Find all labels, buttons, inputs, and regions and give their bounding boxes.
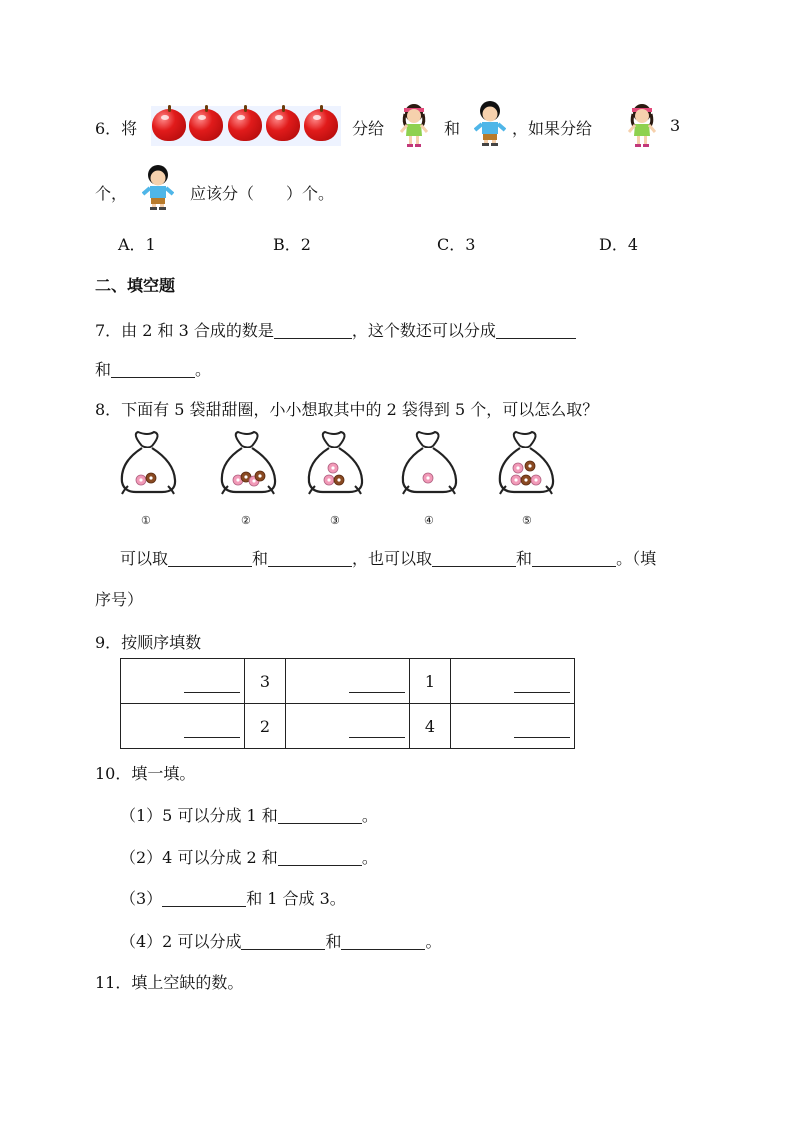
- girl-icon: [628, 102, 656, 150]
- q11-text: 11．填上空缺的数。: [95, 973, 244, 992]
- seq-blank[interactable]: [184, 666, 240, 693]
- q10-sub-1: [120, 803, 378, 826]
- sequence-table: [120, 658, 575, 749]
- table-cell: [451, 704, 575, 749]
- apples-group: [151, 106, 341, 146]
- boy-icon: [142, 163, 174, 213]
- q6-text-3: 和: [444, 119, 461, 138]
- q7-blank-2[interactable]: [496, 322, 576, 339]
- q6-line2-a: 个，: [95, 184, 128, 203]
- q8-blank-4[interactable]: [532, 550, 616, 567]
- table-cell: 2: [245, 704, 286, 749]
- table-cell: [286, 659, 410, 704]
- q7-text-a: 7．由 2 和 3 合成的数是: [95, 321, 274, 340]
- q10-blank-1[interactable]: [278, 807, 362, 824]
- q10-s4-b: 和: [325, 932, 342, 951]
- table-row: [121, 704, 575, 749]
- q8-blank-2[interactable]: [268, 550, 352, 567]
- table-cell: [121, 704, 245, 749]
- q10-blank-3[interactable]: [162, 890, 246, 907]
- q8-answer-line1: [120, 546, 656, 569]
- q10-s1-a: （1）5 可以分成 1 和: [120, 806, 278, 825]
- q6-option-a[interactable]: A．1: [118, 235, 156, 254]
- table-row: [121, 659, 575, 704]
- q8-blank-3[interactable]: [432, 550, 516, 567]
- table-cell: 3: [245, 659, 286, 704]
- q7-text-c: 和: [95, 360, 112, 379]
- q10-s4-a: （4）2 可以分成: [120, 932, 242, 951]
- donut-bag-2: [218, 430, 278, 506]
- apple-icon: [189, 109, 223, 141]
- q6-option-b[interactable]: B．2: [273, 235, 311, 254]
- q10-sub-2: [120, 845, 378, 868]
- apple-icon: [304, 109, 338, 141]
- q10-sub-4: [120, 929, 441, 952]
- bag-label-1: ①: [141, 514, 151, 527]
- donut-bag-5: [496, 430, 556, 506]
- q6-text-4: ，如果分给: [512, 119, 593, 138]
- q10-s4-c: 。: [425, 932, 442, 951]
- table-cell: [451, 659, 575, 704]
- q6-option-c[interactable]: C．3: [437, 235, 476, 254]
- q10-s2-a: （2）4 可以分成 2 和: [120, 848, 278, 867]
- donut-bag-3: [305, 430, 365, 506]
- q8-blank-1[interactable]: [168, 550, 252, 567]
- bag-label-3: ③: [330, 514, 340, 527]
- q8-text-e: 。（填: [616, 549, 657, 568]
- seq-blank[interactable]: [514, 666, 570, 693]
- q6-option-d[interactable]: D．4: [599, 235, 639, 254]
- q6-text-2: 分给: [352, 119, 385, 138]
- q7-line1: [95, 318, 576, 341]
- girl-icon: [400, 102, 428, 150]
- seq-blank[interactable]: [349, 666, 405, 693]
- bag-label-4: ④: [424, 514, 434, 527]
- q6-text-5: 3: [670, 116, 681, 135]
- bag-label-2: ②: [241, 514, 251, 527]
- seq-blank[interactable]: [349, 711, 405, 738]
- donut-bag-4: [399, 430, 459, 506]
- seq-blank[interactable]: [514, 711, 570, 738]
- q6-text-1: 6．将: [95, 119, 138, 138]
- q8-text-a: 可以取: [120, 549, 169, 568]
- table-cell: 4: [410, 704, 451, 749]
- apple-icon: [266, 109, 300, 141]
- q10-sub-3: [120, 886, 346, 909]
- table-cell: [286, 704, 410, 749]
- donut-bag-1: [118, 430, 178, 506]
- q6-line2-b: 应该分（ ）个。: [190, 184, 335, 203]
- table-cell: 1: [410, 659, 451, 704]
- q10-s3-b: 和 1 合成 3。: [246, 889, 346, 908]
- q9-text: 9．按顺序填数: [95, 633, 202, 652]
- q10-s1-b: 。: [361, 806, 378, 825]
- q10-blank-4[interactable]: [241, 933, 325, 950]
- q7-text-b: ，这个数还可以分成: [351, 321, 496, 340]
- q8-answer-line2: 序号）: [95, 590, 144, 609]
- apple-icon: [228, 109, 262, 141]
- q8-text-d: 和: [516, 549, 533, 568]
- q10-s2-b: 。: [361, 848, 378, 867]
- seq-blank[interactable]: [184, 711, 240, 738]
- section-title: 二、填空题: [95, 276, 176, 295]
- q8-text: 8．下面有 5 袋甜甜圈，小小想取其中的 2 袋得到 5 个，可以怎么取？: [95, 400, 599, 419]
- q10-text: 10．填一填。: [95, 764, 196, 783]
- table-cell: [121, 659, 245, 704]
- q7-blank-3[interactable]: [111, 361, 195, 378]
- bag-label-5: ⑤: [522, 514, 532, 527]
- q8-text-b: 和: [252, 549, 269, 568]
- q10-blank-5[interactable]: [341, 933, 425, 950]
- q8-text-c: ，也可以取: [352, 549, 433, 568]
- q10-blank-2[interactable]: [278, 849, 362, 866]
- q10-s3-a: （3）: [120, 889, 163, 908]
- apple-icon: [152, 109, 186, 141]
- q7-blank-1[interactable]: [274, 322, 352, 339]
- boy-icon: [474, 99, 506, 149]
- q7-line2: [95, 357, 211, 380]
- q7-text-d: 。: [195, 360, 212, 379]
